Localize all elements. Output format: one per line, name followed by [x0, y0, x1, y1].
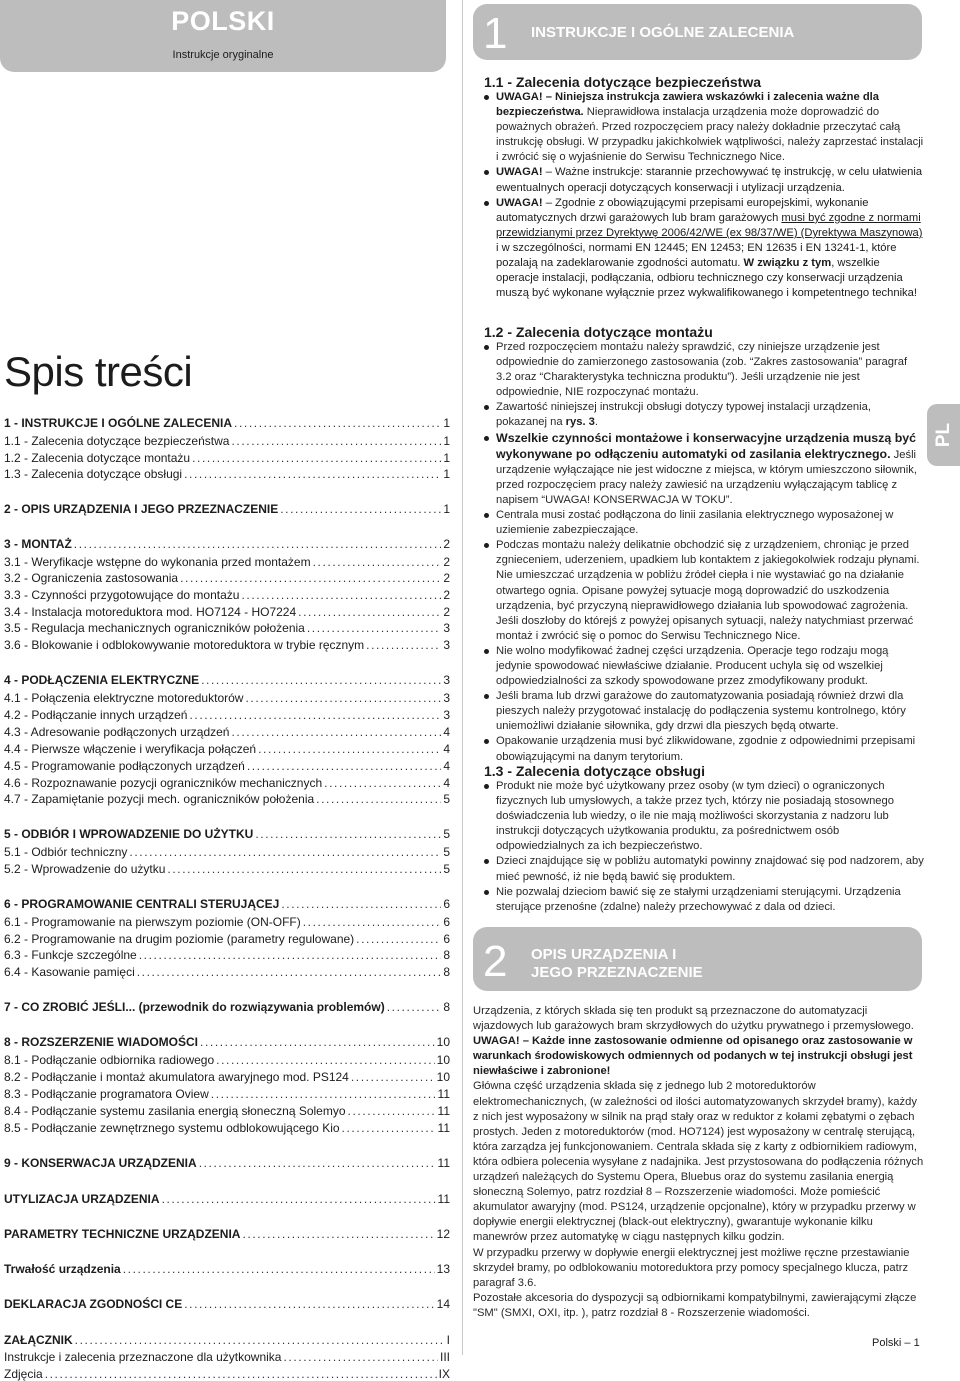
toc-entry-label: 5.1 - Odbiór techniczny	[4, 845, 128, 859]
paragraph: Urządzenia, z których składa się ten produkt są przeznaczone do automatyzacji wjazdowych lub garażowych bram skrzydłowych do użytku prywatnego i przemysłowego. UWAGA! – Każde inne zastosowanie odmienne od opisanego oraz zastosowanie w warunkach środowiskowych odmiennych od podanych w tej instrukcji obsługi jest niewłaściwe i zabronione!	[473, 1005, 914, 1078]
list-item: Nie pozwalaj dzieciom bawić się ze stałymi urządzeniami sterującymi. Urządzenia sterujące przenośne (zdalne) należy przechowywać z dala od dzieci.	[496, 885, 924, 915]
list-item: UWAGA! – Niniejsza instrukcja zawiera wskazówki i zalecenia ważne dla bezpieczeństwa. Nieprawidłowa instalacja urządzenia może doprowadzić do poważnych obrażeń. Przed rozpoczęciem pracy należy dokładnie przeczytać całą instrukcję obsługi. W przypadku jakichkolwiek wątpliwości, należy zaprzestać instalacji i zwrócić się o wyjaśnienie do Serwisu Technicznego Nice.	[496, 90, 924, 165]
toc-entry[interactable]	[4, 569, 450, 585]
section-1-2	[484, 324, 924, 765]
toc-entry[interactable]	[4, 1365, 450, 1381]
toc-leader-dots	[313, 555, 442, 569]
toc-entry[interactable]	[4, 535, 450, 551]
toc-leader-dots	[211, 1087, 436, 1101]
toc-entry-label: ZAŁĄCZNIK	[4, 1333, 73, 1347]
toc-entry-label: 1.3 - Zalecenia dotyczące obsługi	[4, 467, 183, 481]
list-item: Zawartość niniejszej instrukcji obsługi dotyczy typowej instalacji urządzenia, pokazanej na rys. 3.	[496, 400, 924, 430]
language-banner	[0, 0, 446, 72]
toc-entry[interactable]	[4, 825, 450, 841]
toc-entry-label: PARAMETRY TECHNICZNE URZĄDZENIA	[4, 1227, 241, 1241]
toc-entry-page: 2	[443, 588, 450, 602]
toc-entry-label: 9 - KONSERWACJA URZĄDZENIA	[4, 1156, 197, 1170]
list-item: Nie wolno modyfikować żadnej części urządzenia. Operacje tego rodzaju mogą jedynie spowodować niewłaściwe działanie. Producent uchyla się od wszelkiej odpowiedzialności za szkody spowodowane przez zmodyfikowany produkt.	[496, 644, 924, 689]
toc-leader-dots	[342, 1121, 436, 1135]
heading-1-1: 1.1 - Zalecenia dotyczące bezpieczeństwa	[484, 74, 762, 90]
toc-entry-label: 6.2 - Programowanie na drugim poziomie (parametry regulowane)	[4, 932, 355, 946]
paragraph: Główna część urządzenia składa się z jednego lub 2 motoreduktorów elektromechanicznych, (w zależności od ilości automatyzowanych skrzydeł bramy), każdy z nich jest wyposażony w silnik na prąd stały oraz w reduktor z kołami zębatymi o zębach prostych. Jeden z motoreduktorów (mod. HO7124) jest wyposażony w centralę sterującą, która zarządza jej funkcjonowaniem. Centrala składa się z karty z odbiornikiem radiowym, która odbiera polecenia wysyłane z nadajnika. Jest przystosowana do podłączenia różnych urządzeń należących do Systemu Opera, Bluebus oraz do systemu zasilania energią słoneczną Solemyo, patrz rozdział 8 – Rozszerzenie wiadomości. Może pomieścić akumulator awaryjny (mod. PS124, urządzenie opcjonalne), który w przypadku przerwy w dopływie energii elektrycznej (black-out elektryczny), gwarantuje wykonanie kilku manewrów przez automatykę w ciągu następnych kilku godzin.	[473, 1080, 924, 1244]
toc-leader-dots	[241, 588, 441, 602]
toc-leader-dots	[348, 1104, 436, 1118]
toc-entry-label: 4.3 - Adresowanie podłączonych urządzeń	[4, 725, 230, 739]
toc-entry-page: 5	[443, 845, 450, 859]
toc-entry-page: 1	[443, 434, 450, 448]
toc-leader-dots	[129, 845, 441, 859]
toc-leader-dots	[255, 827, 441, 841]
toc-entry-label: 8.4 - Podłączanie systemu zasilania energią słoneczną Solemyo	[4, 1104, 346, 1118]
toc-leader-dots	[280, 502, 441, 516]
toc-entry-label: 4 - PODŁĄCZENIA ELEKTRYCZNE	[4, 673, 200, 687]
toc-entry-page: 8	[443, 965, 450, 979]
toc-entry[interactable]	[4, 963, 450, 979]
toc-entry[interactable]	[4, 1102, 450, 1118]
toc-leader-dots	[189, 708, 441, 722]
page-footer: Polski – 1	[872, 1337, 920, 1349]
toc-entry-page: 10	[436, 1053, 450, 1067]
toc-entry[interactable]	[4, 432, 450, 448]
toc-entry[interactable]	[4, 1190, 450, 1206]
toc-leader-dots	[356, 932, 441, 946]
toc-leader-dots	[247, 759, 442, 773]
section-1-3	[484, 763, 924, 915]
toc-entry-label: 4.4 - Pierwsze włączenie i weryfikacja połączeń	[4, 742, 257, 756]
toc-entry-page: 1	[443, 467, 450, 481]
toc-entry[interactable]	[4, 586, 450, 602]
toc-leader-dots	[162, 1192, 436, 1206]
column-divider	[462, 0, 463, 1355]
list-item: UWAGA! – Ważne instrukcje: starannie przechowywać tę instrukcję, w celu ułatwienia ewentualnych operacji dotyczących konserwacji i utylizacji urządzenia.	[496, 165, 924, 195]
toc-entry-page: 3	[443, 691, 450, 705]
section-1-title: INSTRUKCJE I OGÓLNE ZALECENIA	[531, 24, 795, 41]
toc-entry-page: 6	[443, 932, 450, 946]
toc-entry-page: 4	[443, 725, 450, 739]
toc-entry-page: 11	[437, 1121, 450, 1135]
toc-leader-dots	[258, 742, 441, 756]
toc-entry-page: III	[439, 1350, 450, 1364]
toc-entry-label: 4.6 - Rozpoznawanie pozycji ograniczników mechanicznych	[4, 776, 323, 790]
toc-leader-dots	[231, 725, 441, 739]
toc-entry[interactable]	[4, 1225, 450, 1241]
toc-leader-dots	[74, 537, 442, 551]
list-item: Wszelkie czynności montażowe i konserwacyjne urządzenia muszą być wykonywane po odłączeniu automatyki od zasilania elektrycznego. Jeśli urządzenie wyłączające nie jest widoczne z miejsca, w którym umieszczono siłownik, przed rozpoczęciem pracy należy zawiesić na urządzeniu wyłączającym tablicę z napisem “UWAGA! KONSERWACJA W TOKU”.	[496, 431, 924, 508]
toc-entry-page: 11	[437, 1104, 450, 1118]
language-side-tab: PL	[927, 404, 960, 466]
toc-entry-label: DEKLARACJA ZGODNOŚCI CE	[4, 1297, 183, 1311]
toc-leader-dots	[351, 1070, 435, 1084]
toc-leader-dots	[216, 1053, 435, 1067]
section-2-title: OPIS URZĄDZENIA I JEGO PRZEZNACZENIE	[531, 946, 703, 981]
heading-1-2: 1.2 - Zalecenia dotyczące montażu	[484, 324, 713, 340]
toc-entry-page: 11	[437, 1156, 450, 1170]
toc-entry-page: 5	[443, 792, 450, 806]
toc-leader-dots	[283, 1350, 438, 1364]
toc-entry-label: 3.1 - Weryfikacje wstępne do wykonania przed montażem	[4, 555, 311, 569]
toc-entry[interactable]	[4, 930, 450, 946]
toc-leader-dots	[316, 792, 441, 806]
list-item: Przed rozpoczęciem montażu należy sprawdzić, czy niniejsze urządzenie jest odpowiednie do zamierzonego zastosowania (zob. “Zakres zastosowania” paragraf 3.2 oraz “Charakterystyka techniczna produktu”). Jeśli urządzenie nie jest odpowiednie, NIE rozpoczynać montażu.	[496, 340, 924, 400]
toc-entry[interactable]	[4, 636, 450, 652]
toc-entry[interactable]	[4, 1331, 450, 1347]
toc-entry[interactable]	[4, 603, 450, 619]
toc-entry-label: 5.2 - Wprowadzenie do użytku	[4, 862, 166, 876]
toc-leader-dots	[167, 862, 441, 876]
toc-leader-dots	[137, 965, 442, 979]
toc-entry-page: 2	[443, 555, 450, 569]
toc-leader-dots	[234, 416, 441, 430]
toc-entry[interactable]	[4, 1085, 450, 1101]
toc-entry[interactable]	[4, 774, 450, 790]
toc-entry-page: 1	[443, 451, 450, 465]
toc-leader-dots	[139, 948, 442, 962]
toc-entry-label: 3.3 - Czynności przygotowujące do montażu	[4, 588, 240, 602]
list-item: Dzieci znajdujące się w pobliżu automatyki powinny znajdować się pod nadzorem, aby mieć pewność, iż nie będą bawić się produktem.	[496, 854, 924, 884]
toc-entry-label: 3.2 - Ograniczenia zastosowania	[4, 571, 179, 585]
toc-entry[interactable]	[4, 1260, 450, 1276]
toc-entry-page: 8	[443, 1000, 450, 1014]
section-1-number: 1	[483, 9, 508, 58]
list-item: Jeśli brama lub drzwi garażowe do zautomatyzowania posiadają również drzwi dla pieszych należy przygotować instalację do podłączenia systemu kontrolnego, który uniemożliwi działanie siłownika, gdy drzwi dla pieszych będą otwarte.	[496, 689, 924, 734]
heading-1-3: 1.3 - Zalecenia dotyczące obsługi	[484, 763, 705, 779]
toc-entry[interactable]	[4, 946, 450, 962]
toc-entry-label: Trwałość urządzenia	[4, 1262, 121, 1276]
toc-entry-label: 6.4 - Kasowanie pamięci	[4, 965, 135, 979]
toc-entry-label: 3.5 - Regulacja mechanicznych ograniczników położenia	[4, 621, 305, 635]
toc-entry-page: 3	[443, 708, 450, 722]
toc-leader-dots	[200, 1035, 435, 1049]
toc-leader-dots	[75, 1333, 445, 1347]
toc-entry-page: 6	[443, 915, 450, 929]
section-1-1	[484, 74, 924, 301]
toc-entry-page: 4	[443, 742, 450, 756]
list-item: UWAGA! – Zgodnie z obowiązującymi przepisami europejskimi, wykonanie automatycznych drzwi garażowych lub bram garażowych musi być zgodne z normami przewidzianymi przez Dyrektywę 2006/42/WE (ex 98/37/WE) (Dyrektywa Maszynowa) i w szczególności, normami EN 12445; EN 12453; EN 12635 i EN 13241-1, które pozalają na zadeklarowanie zgodności automatu. W związku z tym, wszelkie operacje instalacji, podłączania, odbioru technicznego czy konserwacji urządzenia muszą być wykonane wyłącznie przez wykwalifikowanego i kompetentnego technika!	[496, 196, 924, 302]
toc-entry-label: 3 - MONTAŻ	[4, 537, 72, 551]
toc-entry-page: 10	[436, 1070, 450, 1084]
toc-entry-label: UTYLIZACJA URZĄDZENIA	[4, 1192, 160, 1206]
toc-entry-label: 1 - INSTRUKCJE I OGÓLNE ZALECENIA	[4, 416, 233, 430]
toc-entry-page: 14	[436, 1297, 450, 1311]
toc-entry[interactable]	[4, 1051, 450, 1067]
toc-entry-label: 8 - ROZSZERZENIE WIADOMOŚCI	[4, 1035, 199, 1049]
list-item: Centrala musi zostać podłączona do linii zasilania elektrycznego wyposażonej w uziemienie zabezpieczające.	[496, 508, 924, 538]
toc-leader-dots	[303, 915, 442, 929]
toc-entry[interactable]	[4, 1068, 450, 1084]
list-item: Podczas montażu należy delikatnie obchodzić się z urządzeniem, chroniąc je przed zgnieceniem, uderzeniem, upadkiem lub kontaktem z jakiegokolwiek rodzaju płynami. Nie umieszczać urządzenia w pobliżu źródeł ciepła i nie wystawiać go na działanie otwartego ognia. Opisane powyżej sytuacje mogą doprowadzić do uszkodzenia urządzenia, być przyczyną nieprawidłowego działania lub spowodować zagrożenia. Jeśli doszłoby do którejś z powyżej opisanych sytuacji, należy natychmiast przerwać montaż i zwrócić się o pomoc do Serwisu Technicznego Nice.	[496, 538, 924, 644]
toc-entry-label: 8.2 - Podłączanie i montaż akumulatora awaryjnego mod. PS124	[4, 1070, 349, 1084]
toc-entry-label: 2 - OPIS URZĄDZENIA I JEGO PRZEZNACZENIE	[4, 502, 279, 516]
toc-title: Spis treści	[4, 348, 193, 395]
toc-leader-dots	[307, 621, 441, 635]
toc-entry-page: 3	[443, 638, 450, 652]
paragraph: W przypadku przerwy w dopływie energii elektrycznej jest możliwe ręczne przestawianie skrzydeł bramy, po odblokowaniu motoreduktora przy pomocy specjalnego klucza, patrz paragraf 3.6.	[473, 1246, 910, 1289]
toc-entry-page: 5	[443, 862, 450, 876]
toc-entry[interactable]	[4, 1033, 450, 1049]
toc-leader-dots	[231, 434, 441, 448]
toc-leader-dots	[192, 451, 441, 465]
toc-entry-page: I	[446, 1333, 450, 1347]
toc-entry-page: 8	[443, 948, 450, 962]
toc-entry-page: 13	[436, 1262, 450, 1276]
language-title: POLSKI	[171, 6, 275, 36]
toc-leader-dots	[387, 1000, 442, 1014]
section-1-banner	[473, 4, 922, 60]
toc-leader-dots	[184, 467, 441, 481]
paragraph: Pozostałe akcesoria do dyspozycji są odbiornikami kompatybilnymi, zawierającymi złącze "SM" (SMXI, OXI, itp. ), patrz rozdział 8 - Rozszerzenie wiadomości.	[473, 1291, 917, 1319]
toc-leader-dots	[184, 1297, 434, 1311]
toc-entry-label: 4.1 - Połączenia elektryczne motoreduktorów	[4, 691, 244, 705]
toc-entry-page: 2	[443, 571, 450, 585]
toc-entry[interactable]	[4, 465, 450, 481]
toc-entry-label: 7 - CO ZROBIĆ JEŚLI... (przewodnik do rozwiązywania problemów)	[4, 1000, 385, 1014]
section-2-body	[473, 1004, 925, 1321]
toc-entry-page: 10	[436, 1035, 450, 1049]
toc-leader-dots	[245, 691, 441, 705]
toc-leader-dots	[242, 1227, 434, 1241]
toc-entry-page: 11	[437, 1087, 450, 1101]
toc-entry[interactable]	[4, 1295, 450, 1311]
toc-leader-dots	[366, 638, 441, 652]
toc-entry-label: Zdjęcia	[4, 1367, 43, 1381]
toc-leader-dots	[180, 571, 441, 585]
toc-entry-label: 4.2 - Podłączanie innych urządzeń	[4, 708, 188, 722]
toc-entry[interactable]	[4, 1119, 450, 1135]
toc-entry-label: 8.1 - Podłączanie odbiornika radiowego	[4, 1053, 215, 1067]
toc-entry-label: 1.1 - Zalecenia dotyczące bezpieczeństwa	[4, 434, 230, 448]
toc-leader-dots	[123, 1262, 435, 1276]
section-2-number: 2	[483, 937, 508, 986]
toc-entry[interactable]	[4, 619, 450, 635]
toc-entry-page: 11	[437, 1192, 450, 1206]
toc-leader-dots	[201, 673, 441, 687]
toc-entry[interactable]	[4, 689, 450, 705]
toc-entry[interactable]	[4, 553, 450, 569]
toc-leader-dots	[324, 776, 441, 790]
list-item: Opakowanie urządzenia musi być zlikwidowane, zgodnie z odpowiednimi przepisami obowiązującymi na danym terytorium.	[496, 734, 924, 764]
toc-entry-page: 3	[443, 673, 450, 687]
toc-entry-label: 6.3 - Funkcje szczególne	[4, 948, 137, 962]
toc-entry-page: 4	[443, 776, 450, 790]
toc-entry[interactable]	[4, 671, 450, 687]
toc-leader-dots	[281, 897, 441, 911]
toc-entry-page: 2	[443, 537, 450, 551]
toc-entry-page: 5	[443, 827, 450, 841]
toc-entry-page: 1	[443, 502, 450, 516]
toc-entry-label: 4.5 - Programowanie podłączonych urządzeń	[4, 759, 245, 773]
toc-entry-label: 3.6 - Blokowanie i odblokowywanie motoreduktora w trybie ręcznym	[4, 638, 365, 652]
toc-leader-dots	[199, 1156, 436, 1170]
toc-entry-page: IX	[438, 1367, 450, 1381]
toc-entry[interactable]	[4, 913, 450, 929]
toc-entry-page: 4	[443, 759, 450, 773]
toc-entry[interactable]	[4, 895, 450, 911]
toc-entry-page: 1	[443, 416, 450, 430]
toc-entry-page: 3	[443, 621, 450, 635]
toc-entry[interactable]	[4, 740, 450, 756]
toc-entry[interactable]	[4, 723, 450, 739]
toc-entry[interactable]	[4, 998, 450, 1014]
toc-entry-label: 1.2 - Zalecenia dotyczące montażu	[4, 451, 191, 465]
toc-entry[interactable]	[4, 757, 450, 773]
toc-entry[interactable]	[4, 860, 450, 876]
toc-leader-dots	[298, 605, 441, 619]
toc-entry-label: 3.4 - Instalacja motoreduktora mod. HO7124 - HO7224	[4, 605, 297, 619]
toc-entry-label: 6 - PROGRAMOWANIE CENTRALI STERUJĄCEJ	[4, 897, 280, 911]
language-subtitle: Instrukcje oryginalne	[172, 49, 274, 61]
toc-entry-label: 4.7 - Zapamiętanie pozycji mech. ograniczników położenia	[4, 792, 315, 806]
toc-entry[interactable]	[4, 706, 450, 722]
toc-entry-label: 8.3 - Podłączanie programatora Oview	[4, 1087, 209, 1101]
toc-entry[interactable]	[4, 500, 450, 516]
toc-entry[interactable]	[4, 449, 450, 465]
toc-entry[interactable]	[4, 843, 450, 859]
toc-entry[interactable]	[4, 414, 450, 430]
toc-entry-label: Instrukcje i zalecenia przeznaczone dla użytkownika	[4, 1350, 282, 1364]
toc-entry[interactable]	[4, 1348, 450, 1364]
toc-entry-label: 8.5 - Podłączanie zewnętrznego systemu odblokowującego Kio	[4, 1121, 340, 1135]
toc-entry-label: 5 - ODBIÓR I WPROWADZENIE DO UŻYTKU	[4, 827, 254, 841]
toc-entry-label: 6.1 - Programowanie na pierwszym poziomie (ON-OFF)	[4, 915, 301, 929]
toc-leader-dots	[45, 1367, 437, 1381]
toc-entry-page: 6	[443, 897, 450, 911]
section-2-banner	[473, 927, 922, 991]
toc-entry[interactable]	[4, 790, 450, 806]
toc-entry[interactable]	[4, 1154, 450, 1170]
toc-entry-page: 2	[443, 605, 450, 619]
toc-entry-page: 12	[436, 1227, 450, 1241]
list-item: Produkt nie może być użytkowany przez osoby (w tym dzieci) o ograniczonych fizycznych lub umysłowych, a także przez tych, którzy nie posiadają stosownego doświadczenia lub wiedzy, o ile nie mają możliwości skorzystania z nadzoru lub instrukcji dotyczących użytkowania produktu, za pośrednictwem osób odpowiedzialnych za ich bezpieczeństwo.	[496, 779, 924, 854]
